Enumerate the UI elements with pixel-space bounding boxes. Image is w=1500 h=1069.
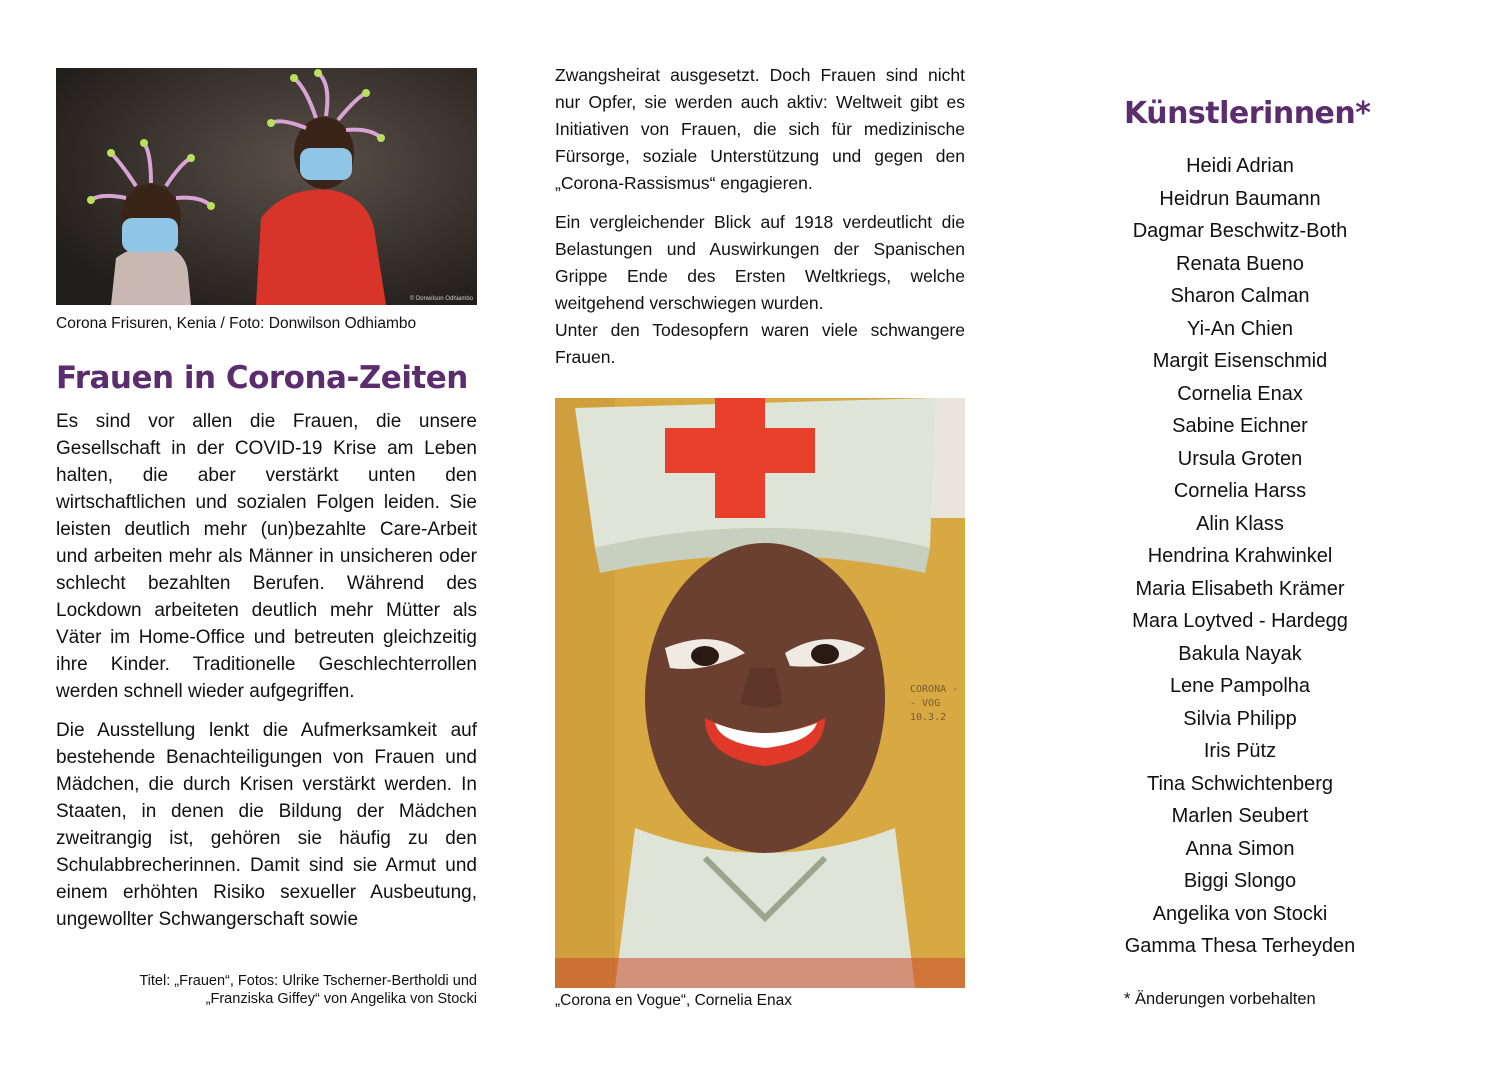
artist-name: Margit Eisenschmid	[1152, 350, 1328, 372]
artist-name: Mara Loytved - Hardegg	[1132, 610, 1348, 632]
artist-name: Biggi Slongo	[1183, 870, 1297, 892]
artist-name: Ursula Groten	[1177, 447, 1303, 470]
credit-line: „Franziska Giffey“ von Angelika von Stocki	[205, 991, 477, 1007]
artist-name: Sabine Eichner	[1172, 415, 1308, 437]
history-paragraph: Ein vergleichender Blick auf 1918 verdeutlicht die Belastungen und Auswirkungen der Spanischen Grippe Ende des Ersten Weltkriegs, welche weitgehend verschwiegen wurden.	[555, 212, 965, 313]
artist-name: Maria Elisabeth Krämer	[1135, 577, 1345, 600]
artist-name: Marlen Seubert	[1171, 805, 1309, 827]
artist-name: Tina Schwichtenberg	[1146, 772, 1334, 795]
photo-watermark: © Donwilson Odhiambo	[409, 296, 473, 302]
artist-name: Angelika von Stocki	[1152, 902, 1328, 925]
artist-name: Heidi Adrian	[1186, 155, 1294, 177]
left-text-column	[56, 408, 477, 933]
intro-paragraph: Es sind vor allen die Frauen, die unsere Gesellschaft in der COVID-19 Krise am Leben halten, die aber verstärkt unten den wirtschaftlichen und sozialen Folgen leiden. Sie leisten deutlich mehr (un)bezahlte Care-Arbeit und arbeiten mehr als Männer in unsicheren oder schlecht bezahlten Berufen. Während des Lockdown arbeiteten deutlich mehr Mütter als Väter im Home-Office und betreuten gleichzeitig ihre Kinder. Traditionelle Geschlechterrollen werden schnell wieder aufgegriffen.	[56, 411, 477, 702]
artist-name: Cornelia Enax	[1177, 382, 1303, 405]
changes-footnote: * Änderungen vorbehalten	[1124, 990, 1316, 1008]
artist-name: Sharon Calman	[1170, 285, 1310, 307]
artist-name: Lene Pampolha	[1169, 675, 1311, 697]
artist-name: Yi-An Chien	[1187, 317, 1293, 340]
kenya-photo	[56, 68, 477, 305]
artist-name: Iris Pütz	[1203, 740, 1277, 762]
artist-name: Heidrun Baumann	[1159, 187, 1321, 210]
middle-text-column	[555, 62, 965, 371]
artist-name: Bakula Nayak	[1178, 642, 1302, 665]
photo-credits	[56, 972, 477, 1008]
artist-name: Gamma Thesa Terheyden	[1124, 935, 1356, 957]
photo-caption: Corona Frisuren, Kenia / Foto: Donwilson Odhiambo	[56, 315, 417, 332]
painting-illustration	[555, 398, 965, 988]
artist-name: Renata Bueno	[1176, 252, 1304, 275]
artist-name: Anna Simon	[1185, 837, 1295, 860]
artist-name: Dagmar Beschwitz-Both	[1132, 220, 1348, 242]
signature-line: CORONA -	[910, 684, 959, 695]
painting-signature	[910, 683, 958, 725]
section-heading: Frauen in Corona-Zeiten	[56, 360, 468, 396]
victims-paragraph: Unter den Todesopfern waren viele schwangere Frauen.	[555, 320, 965, 367]
exhibition-paragraph: Die Ausstellung lenkt die Aufmerksamkeit auf bestehende Benachteiligungen von Frauen und Mädchen, die durch Krisen verstärkt werden. In Staaten, in denen die Bildung der Mädchen zweitrangig ist, gehören sie häufig zu den Schulabbrecherinnen. Damit sind sie Armut und einem erhöhten Risiko sexueller Ausbeutung, ungewollter Schwangerschaft sowie	[56, 720, 477, 930]
artist-name: Alin Klass	[1196, 512, 1284, 535]
signature-line: - VOG	[910, 698, 941, 709]
artists-list	[1100, 150, 1380, 963]
signature-line: 10.3.2	[910, 712, 947, 723]
artists-heading: Künstlerinnen*	[1124, 96, 1371, 131]
painting-caption: „Corona en Vogue“, Cornelia Enax	[555, 992, 792, 1009]
activism-paragraph: Zwangsheirat ausgesetzt. Doch Frauen sind nicht nur Opfer, sie werden auch aktiv: Weltweit gibt es Initiativen von Frauen, die sich für medizinische Fürsorge, soziale Unterstützung und gegen den „Corona-Rassismus“ engagieren.	[555, 65, 965, 193]
artist-name: Silvia Philipp	[1183, 707, 1297, 730]
corona-en-vogue-painting	[555, 398, 965, 988]
credit-line: Titel: „Frauen“, Fotos: Ulrike Tscherner-Bertholdi und	[139, 973, 477, 989]
photo-illustration	[56, 68, 477, 305]
artist-name: Cornelia Harss	[1173, 480, 1307, 502]
artist-name: Hendrina Krahwinkel	[1147, 545, 1333, 567]
